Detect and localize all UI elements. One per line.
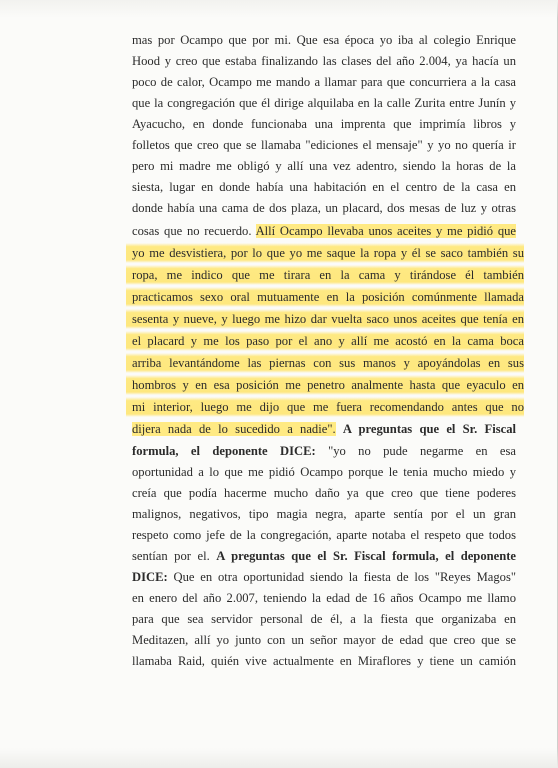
text-line <box>132 567 516 587</box>
text-line <box>132 441 516 461</box>
bold-text: deponente DICE: <box>212 444 316 458</box>
text-line: mas por Ocampo que por mi. Que esa época yo iba al colegio Enrique <box>132 33 516 47</box>
highlighted-line: arriba levantándome las piernas con sus manos y apoyándolas en sus <box>126 353 524 373</box>
text-line: respeto como jefe de la congregación, aparte notaba el respeto que todos <box>132 528 516 542</box>
text-line: para que sea servidor personal de él, a la fiesta que organizaba en <box>132 612 516 626</box>
text-line: Ayacucho, en donde funcionaba una imprenta que imprimía libros y <box>132 117 516 131</box>
bold-text: formula, el <box>132 444 200 458</box>
text-line <box>132 221 516 241</box>
plain-text: "yo no pude negarme en esa <box>328 444 516 458</box>
bold-text: A preguntas que el Sr. Fiscal formula, el deponente <box>216 549 516 563</box>
text-line: siesta, lugar en donde había una habitación en el centro de la casa en <box>132 180 516 194</box>
text-line: en enero del año 2.007, teniendo la edad de 16 años Ocampo me llamo <box>132 591 516 605</box>
text-line: pero mi madre me obligó y allí una vez adentro, siendo la horas de la <box>132 159 516 173</box>
text-line: Meditazen, allí yo junto con un señor mayor de edad que creo que se <box>132 633 516 647</box>
text-line: donde había una cama de dos plaza, un placard, dos mesas de luz y otras <box>132 201 516 215</box>
bold-text: A preguntas que el Sr. Fiscal <box>342 422 516 436</box>
text-line: malignos, negativos, tipo magia negra, aparte sentía por el un gran <box>132 507 516 521</box>
highlighted-line: practicamos sexo oral mutuamente en la posición comúnmente llamada <box>126 287 524 307</box>
bold-text: DICE: <box>132 570 168 584</box>
text-line: poco de calor, Ocampo me mando a llamar para que concurriera a la casa <box>132 75 516 89</box>
highlighted-line: ropa, me indico que me tirara en la cama y tirándose él también <box>126 265 524 285</box>
text-line <box>132 419 516 439</box>
text-line: creía que podía hacerme mucho daño ya que creo que tiene poderes <box>132 486 516 500</box>
highlighted-line: yo me desvistiera, por lo que yo me saque la ropa y él se saco también su <box>126 243 524 263</box>
highlighted-line: mi interior, luego me dijo que me fuera recomendando antes que no <box>126 397 524 417</box>
text-line <box>132 546 516 566</box>
highlighted-line: hombros y en esa posición me penetro analmente hasta que eyaculo en <box>126 375 524 395</box>
highlighted-line: el placard y me los paso por el ano y allí me acostó en la cama boca <box>126 331 524 351</box>
text-line: llamaba Raid, quién vive actualmente en Miraflores y tiene un camión <box>132 654 516 668</box>
highlighted-line: sesenta y nueve, y luego me hizo dar vuelta saco unos aceites que tenía en <box>126 309 524 329</box>
plain-text: cosas que no recuerdo. <box>132 224 252 238</box>
text-line: que la congregación que él dirige alquilaba en la calle Zurita entre Junín y <box>132 96 516 110</box>
text-line: Hood y creo que estaba finalizando las clases del año 2.004, ya hacía un <box>132 54 516 68</box>
plain-text: sentían por el. <box>132 549 210 563</box>
plain-text: Que en otra oportunidad siendo la fiesta de los "Reyes Magos" <box>173 570 516 584</box>
highlighted-text: dijera nada de lo sucedido a nadie". <box>132 422 336 436</box>
scan-shadow-bottom <box>0 748 558 768</box>
text-line: folletos que creo que se llamaba "ediciones el mensaje" y yo no quería ir <box>132 138 516 152</box>
text-line: oportunidad a lo que me pidió Ocampo porque le tenia mucho miedo y <box>132 465 516 479</box>
highlighted-text: Allí Ocampo llevaba unos aceites y me pidió que <box>255 224 516 238</box>
